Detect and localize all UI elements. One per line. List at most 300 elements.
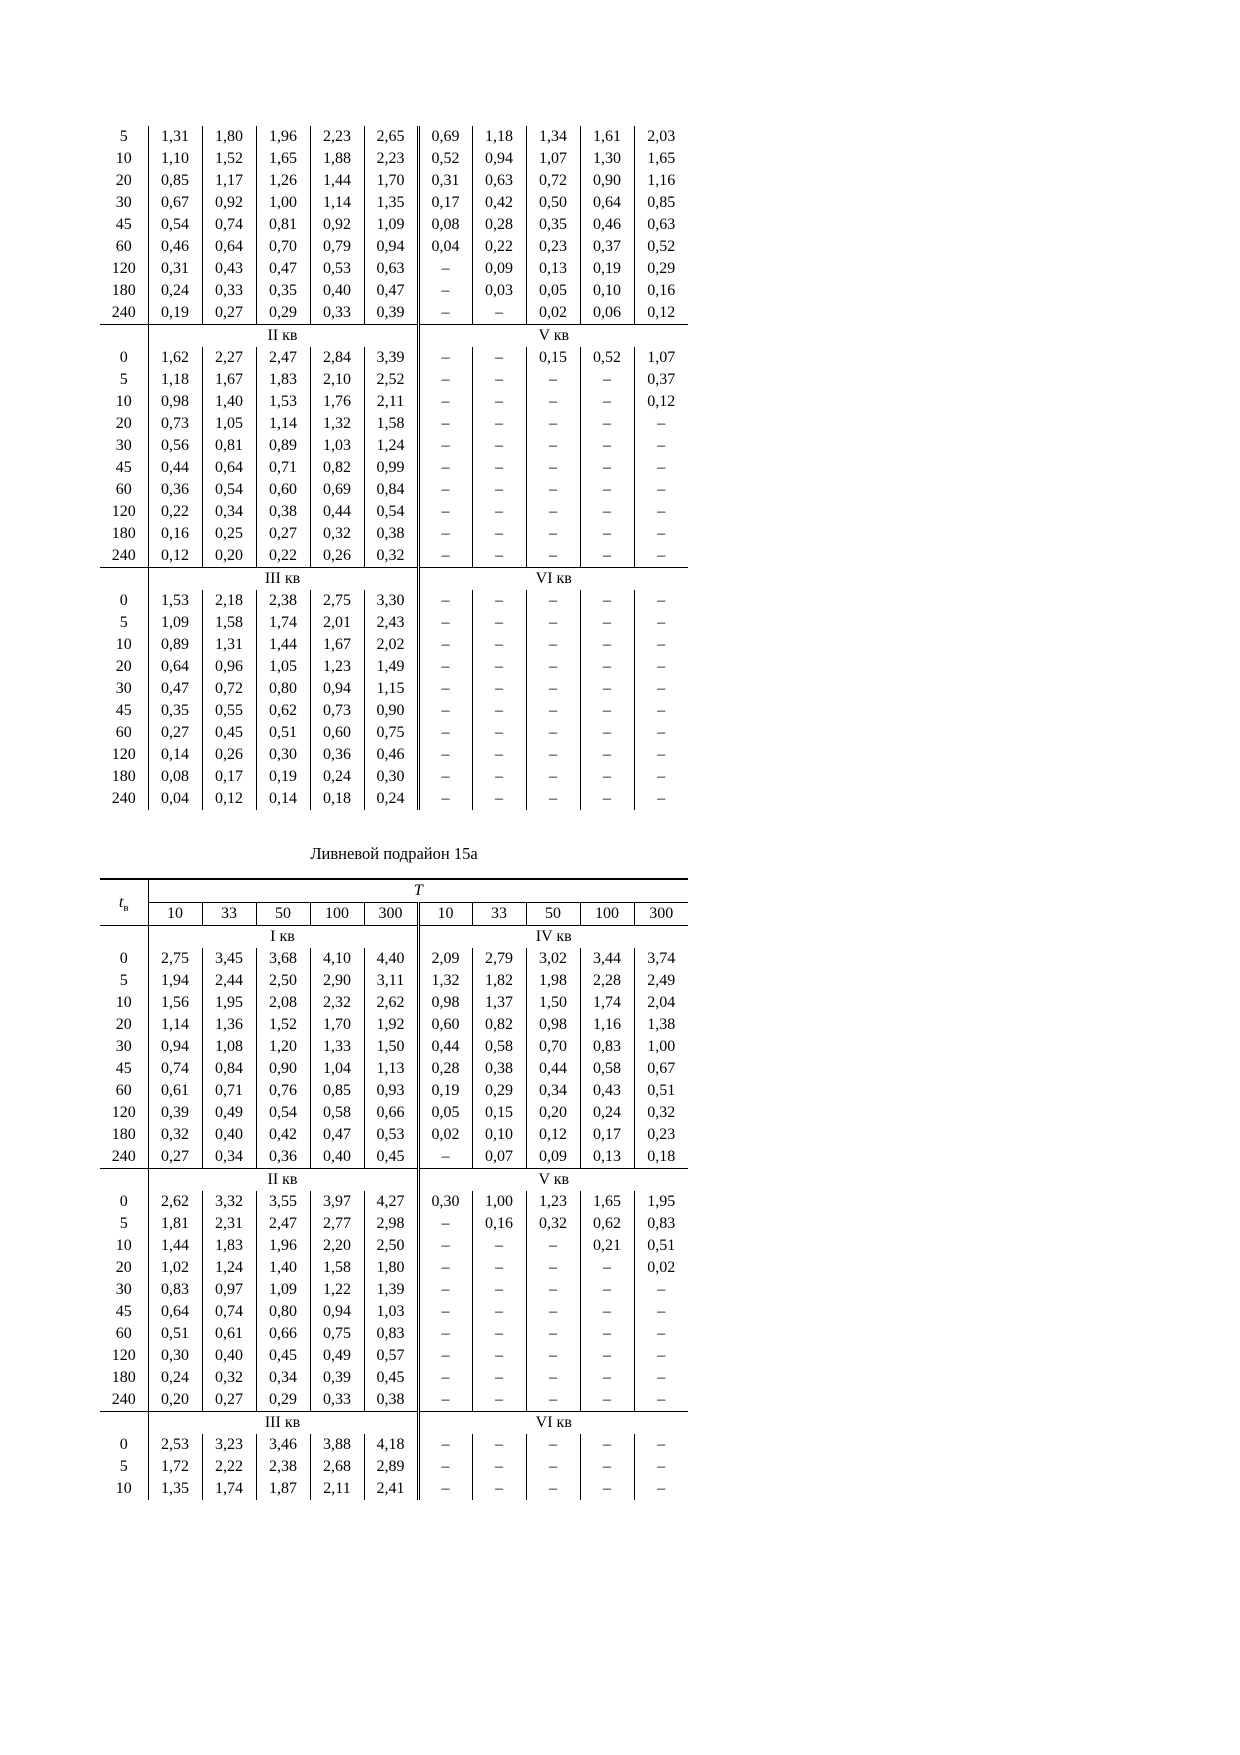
value-cell: 1,16 (580, 1014, 634, 1036)
value-cell: 0,27 (256, 523, 310, 545)
section-header-spacer (100, 926, 148, 949)
value-cell: 0,18 (310, 788, 364, 810)
value-cell: 0,06 (580, 302, 634, 325)
value-cell: 0,19 (418, 1080, 472, 1102)
value-cell: 0,30 (418, 1191, 472, 1213)
value-cell: 1,14 (256, 413, 310, 435)
value-cell: 0,20 (202, 545, 256, 568)
value-cell: – (580, 590, 634, 612)
duration-cell: 60 (100, 479, 148, 501)
value-cell: 1,81 (148, 1213, 202, 1235)
table-row (100, 302, 688, 325)
value-cell: 0,72 (526, 170, 580, 192)
table-row (100, 148, 688, 170)
value-cell: 1,44 (148, 1235, 202, 1257)
value-cell: 4,40 (364, 948, 418, 970)
value-cell: 0,90 (364, 700, 418, 722)
value-cell: – (472, 347, 526, 369)
value-cell: 1,10 (148, 148, 202, 170)
value-cell: – (418, 744, 472, 766)
value-cell: – (418, 1456, 472, 1478)
duration-cell: 5 (100, 126, 148, 148)
value-cell: 0,30 (256, 744, 310, 766)
value-cell: 0,02 (526, 302, 580, 325)
section-label-right: VI кв (418, 1412, 688, 1435)
value-cell: – (580, 1279, 634, 1301)
value-cell: – (580, 744, 634, 766)
return-period-header: 33 (202, 903, 256, 926)
value-cell: – (418, 1235, 472, 1257)
value-cell: 3,44 (580, 948, 634, 970)
value-cell: 0,32 (202, 1367, 256, 1389)
value-cell: – (526, 1456, 580, 1478)
duration-cell: 10 (100, 1478, 148, 1500)
value-cell: 1,07 (526, 148, 580, 170)
value-cell: 1,30 (580, 148, 634, 170)
value-cell: – (418, 1257, 472, 1279)
value-cell: – (526, 1434, 580, 1456)
value-cell: 0,96 (202, 656, 256, 678)
return-period-header: 300 (649, 905, 674, 922)
value-cell: 1,09 (256, 1279, 310, 1301)
value-cell: 0,37 (580, 236, 634, 258)
value-cell: 1,74 (256, 612, 310, 634)
value-cell: – (526, 700, 580, 722)
value-cell: – (472, 722, 526, 744)
value-cell: 0,63 (647, 216, 676, 233)
value-cell: – (472, 413, 526, 435)
return-period-header: 300 (364, 903, 418, 926)
value-cell: 0,93 (364, 1080, 418, 1102)
value-cell: 0,03 (472, 280, 526, 302)
value-cell: 0,60 (256, 479, 310, 501)
value-cell: – (526, 1389, 580, 1412)
value-cell: 0,75 (364, 722, 418, 744)
table-row (100, 1213, 688, 1235)
value-cell: 1,98 (526, 970, 580, 992)
value-cell: 1,13 (364, 1058, 418, 1080)
value-cell: 2,01 (310, 612, 364, 634)
value-cell: 0,84 (364, 479, 418, 501)
col-header-tv (100, 879, 148, 926)
page-content (100, 126, 692, 1500)
value-cell: 0,17 (580, 1124, 634, 1146)
value-cell: 0,29 (472, 1080, 526, 1102)
value-cell: – (580, 766, 634, 788)
value-cell: 1,83 (256, 369, 310, 391)
value-cell: 2,62 (364, 992, 418, 1014)
value-cell: 0,81 (202, 435, 256, 457)
value-cell: – (472, 1279, 526, 1301)
value-cell: – (526, 1367, 580, 1389)
value-cell: – (526, 545, 580, 568)
value-cell: 0,71 (202, 1080, 256, 1102)
value-cell: 1,74 (580, 992, 634, 1014)
value-cell: 0,29 (647, 260, 676, 277)
value-cell: 3,88 (310, 1434, 364, 1456)
value-cell: 1,23 (310, 656, 364, 678)
value-cell: – (580, 722, 634, 744)
duration-cell: 0 (100, 1434, 148, 1456)
return-period-header: 10 (148, 903, 202, 926)
value-cell: – (657, 481, 666, 498)
value-cell: 1,67 (202, 369, 256, 391)
value-cell: 1,40 (256, 1257, 310, 1279)
value-cell: 1,05 (202, 413, 256, 435)
header-row-periods (100, 903, 688, 926)
value-cell: 0,57 (364, 1345, 418, 1367)
value-cell: 3,55 (256, 1191, 310, 1213)
value-cell: 1,87 (256, 1478, 310, 1500)
value-cell: 0,29 (256, 1389, 310, 1412)
value-cell: 0,10 (580, 280, 634, 302)
value-cell: – (418, 1213, 472, 1235)
runoff-table-15a (100, 878, 688, 1500)
value-cell: – (472, 369, 526, 391)
duration-cell: 20 (100, 170, 148, 192)
value-cell: – (418, 369, 472, 391)
duration-cell: 60 (100, 1080, 148, 1102)
value-cell: 1,02 (148, 1257, 202, 1279)
value-cell: 0,35 (256, 280, 310, 302)
value-cell: 0,13 (580, 1146, 634, 1169)
value-cell: 0,45 (364, 1146, 418, 1169)
value-cell: 2,84 (310, 347, 364, 369)
value-cell: 1,44 (310, 170, 364, 192)
table-row (100, 1389, 688, 1412)
value-cell: 0,07 (472, 1146, 526, 1169)
value-cell: 1,05 (256, 656, 310, 678)
value-cell: 0,27 (148, 1146, 202, 1169)
value-cell: 2,65 (364, 126, 418, 148)
value-cell: 0,38 (256, 501, 310, 523)
value-cell: 1,26 (256, 170, 310, 192)
value-cell: 0,52 (418, 148, 472, 170)
value-cell: – (657, 459, 666, 476)
value-cell: 0,40 (310, 280, 364, 302)
table-row (100, 347, 688, 369)
value-cell: – (657, 680, 666, 697)
table-row (100, 479, 688, 501)
value-cell: – (526, 788, 580, 810)
value-cell: 1,92 (364, 1014, 418, 1036)
value-cell: 3,46 (256, 1434, 310, 1456)
value-cell: 0,47 (364, 280, 418, 302)
value-cell: – (526, 1301, 580, 1323)
value-cell: – (472, 457, 526, 479)
value-cell: – (580, 612, 634, 634)
value-cell: 2,20 (310, 1235, 364, 1257)
duration-cell: 10 (100, 992, 148, 1014)
value-cell: 0,26 (310, 545, 364, 568)
value-cell: 0,64 (202, 457, 256, 479)
value-cell: – (472, 523, 526, 545)
table-row (100, 590, 688, 612)
value-cell: – (580, 413, 634, 435)
value-cell: – (657, 592, 666, 609)
value-cell: – (657, 1303, 666, 1320)
value-cell: 0,08 (148, 766, 202, 788)
value-cell: – (526, 413, 580, 435)
value-cell: 0,92 (310, 214, 364, 236)
value-cell: – (526, 369, 580, 391)
value-cell: – (657, 636, 666, 653)
section-header-row (100, 1412, 688, 1435)
value-cell: 1,16 (647, 172, 676, 189)
value-cell: 1,32 (310, 413, 364, 435)
value-cell: 0,52 (647, 238, 676, 255)
value-cell: 0,62 (256, 700, 310, 722)
value-cell: 0,55 (202, 700, 256, 722)
duration-cell: 180 (100, 1367, 148, 1389)
value-cell: 1,58 (364, 413, 418, 435)
value-cell: – (657, 503, 666, 520)
value-cell: 0,85 (148, 170, 202, 192)
value-cell: 0,43 (202, 258, 256, 280)
value-cell: 1,95 (647, 1193, 676, 1210)
value-cell: 1,67 (310, 634, 364, 656)
value-cell: – (472, 479, 526, 501)
value-cell: 2,27 (202, 347, 256, 369)
value-cell: 0,64 (580, 192, 634, 214)
value-cell: – (657, 724, 666, 741)
value-cell: 0,04 (148, 788, 202, 810)
table-row (100, 413, 688, 435)
value-cell: 2,23 (364, 148, 418, 170)
value-cell: 0,51 (647, 1082, 676, 1099)
header-row-T (100, 879, 688, 903)
value-cell: 1,24 (202, 1257, 256, 1279)
value-cell: – (472, 744, 526, 766)
value-cell: 2,77 (310, 1213, 364, 1235)
value-cell: – (526, 722, 580, 744)
table-row (100, 1146, 688, 1169)
value-cell: 0,38 (364, 523, 418, 545)
value-cell: – (580, 479, 634, 501)
value-cell: – (418, 347, 472, 369)
value-cell: 0,12 (526, 1124, 580, 1146)
value-cell: 1,38 (647, 1016, 676, 1033)
value-cell: 0,08 (418, 214, 472, 236)
value-cell: 0,54 (256, 1102, 310, 1124)
table-row (100, 1301, 688, 1323)
value-cell: 0,51 (256, 722, 310, 744)
duration-cell: 120 (100, 744, 148, 766)
value-cell: – (526, 1235, 580, 1257)
table-row (100, 700, 688, 722)
value-cell: – (526, 766, 580, 788)
value-cell: – (418, 1279, 472, 1301)
value-cell: – (418, 590, 472, 612)
table-title: Ливневой подрайон 15а (310, 844, 478, 863)
value-cell: 0,49 (202, 1102, 256, 1124)
value-cell: – (418, 1323, 472, 1345)
value-cell: 3,11 (364, 970, 418, 992)
section-label-right: VI кв (418, 568, 688, 591)
duration-cell: 240 (100, 545, 148, 568)
table-row (100, 1058, 688, 1080)
value-cell: 0,44 (418, 1036, 472, 1058)
value-cell: 1,22 (310, 1279, 364, 1301)
value-cell: – (472, 590, 526, 612)
value-cell: – (526, 501, 580, 523)
duration-cell: 45 (100, 457, 148, 479)
value-cell: 0,49 (310, 1345, 364, 1367)
value-cell: 2,75 (148, 948, 202, 970)
value-cell: 3,74 (647, 950, 676, 967)
runoff-table-continuation (100, 126, 688, 810)
value-cell: 0,51 (148, 1323, 202, 1345)
value-cell: 0,58 (580, 1058, 634, 1080)
value-cell: 0,22 (148, 501, 202, 523)
value-cell: – (580, 1456, 634, 1478)
value-cell: 0,56 (148, 435, 202, 457)
value-cell: 1,24 (364, 435, 418, 457)
value-cell: 0,53 (364, 1124, 418, 1146)
value-cell: – (526, 612, 580, 634)
value-cell: – (657, 768, 666, 785)
value-cell: 0,76 (256, 1080, 310, 1102)
value-cell: 1,04 (310, 1058, 364, 1080)
value-cell: 2,09 (418, 948, 472, 970)
value-cell: – (526, 744, 580, 766)
duration-cell: 240 (100, 1389, 148, 1412)
section-label-right: V кв (418, 1169, 688, 1192)
value-cell: 0,61 (202, 1323, 256, 1345)
value-cell: 0,33 (310, 1389, 364, 1412)
value-cell: – (418, 413, 472, 435)
value-cell: 2,52 (364, 369, 418, 391)
value-cell: – (580, 1367, 634, 1389)
value-cell: 0,29 (256, 302, 310, 325)
value-cell: – (526, 457, 580, 479)
value-cell: – (418, 435, 472, 457)
value-cell: – (526, 391, 580, 413)
value-cell: 0,27 (202, 1389, 256, 1412)
value-cell: 1,09 (364, 214, 418, 236)
value-cell: – (526, 1279, 580, 1301)
duration-cell: 45 (100, 1301, 148, 1323)
value-cell: 2,22 (202, 1456, 256, 1478)
value-cell: 1,88 (310, 148, 364, 170)
value-cell: 1,44 (256, 634, 310, 656)
value-cell: 1,52 (202, 148, 256, 170)
value-cell: 0,53 (310, 258, 364, 280)
value-cell: 1,65 (256, 148, 310, 170)
value-cell: 1,80 (202, 126, 256, 148)
value-cell: 0,32 (526, 1213, 580, 1235)
value-cell: – (472, 1345, 526, 1367)
value-cell: 0,34 (202, 1146, 256, 1169)
duration-cell: 20 (100, 1014, 148, 1036)
value-cell: 0,34 (526, 1080, 580, 1102)
section-header-row (100, 568, 688, 591)
value-cell: 0,16 (647, 282, 676, 299)
value-cell: – (580, 501, 634, 523)
value-cell: 3,02 (526, 948, 580, 970)
value-cell: 0,16 (148, 523, 202, 545)
value-cell: 1,00 (647, 1038, 676, 1055)
value-cell: 0,94 (310, 678, 364, 700)
value-cell: – (526, 1323, 580, 1345)
table-row (100, 612, 688, 634)
duration-cell: 5 (100, 1213, 148, 1235)
value-cell: 0,67 (148, 192, 202, 214)
value-cell: 0,27 (148, 722, 202, 744)
value-cell: 0,80 (256, 1301, 310, 1323)
value-cell: 0,19 (256, 766, 310, 788)
table-row (100, 1478, 688, 1500)
return-period-header: 50 (526, 903, 580, 926)
value-cell: 0,33 (310, 302, 364, 325)
value-cell: 1,31 (148, 126, 202, 148)
value-cell: 0,26 (202, 744, 256, 766)
value-cell: – (526, 634, 580, 656)
value-cell: 0,92 (202, 192, 256, 214)
value-cell: – (657, 1458, 666, 1475)
table-row (100, 992, 688, 1014)
value-cell: 1,53 (256, 391, 310, 413)
value-cell: – (657, 1436, 666, 1453)
value-cell: 1,72 (148, 1456, 202, 1478)
value-cell: 0,22 (256, 545, 310, 568)
value-cell: – (418, 1367, 472, 1389)
value-cell: 1,36 (202, 1014, 256, 1036)
value-cell: – (418, 722, 472, 744)
table-row (100, 1434, 688, 1456)
value-cell: 0,69 (310, 479, 364, 501)
value-cell: – (472, 612, 526, 634)
value-cell: 0,46 (580, 214, 634, 236)
value-cell: 0,66 (256, 1323, 310, 1345)
value-cell: – (418, 457, 472, 479)
value-cell: 2,03 (647, 128, 676, 145)
value-cell: 2,41 (364, 1478, 418, 1500)
value-cell: 0,23 (647, 1126, 676, 1143)
value-cell: 1,65 (580, 1191, 634, 1213)
value-cell: 0,31 (148, 258, 202, 280)
value-cell: 2,10 (310, 369, 364, 391)
value-cell: 2,23 (310, 126, 364, 148)
value-cell: 3,45 (202, 948, 256, 970)
value-cell: – (580, 457, 634, 479)
value-cell: 0,61 (148, 1080, 202, 1102)
value-cell: 0,98 (148, 391, 202, 413)
value-cell: 1,00 (472, 1191, 526, 1213)
value-cell: – (472, 501, 526, 523)
value-cell: 0,24 (310, 766, 364, 788)
value-cell: 1,80 (364, 1257, 418, 1279)
value-cell: – (472, 1434, 526, 1456)
value-cell: 0,94 (472, 148, 526, 170)
section-header-spacer (100, 568, 148, 591)
value-cell: 1,08 (202, 1036, 256, 1058)
value-cell: 1,00 (256, 192, 310, 214)
value-cell: – (418, 788, 472, 810)
value-cell: – (657, 525, 666, 542)
value-cell: 0,36 (256, 1146, 310, 1169)
value-cell: 0,20 (148, 1389, 202, 1412)
value-cell: 1,14 (310, 192, 364, 214)
duration-cell: 30 (100, 1279, 148, 1301)
value-cell: 0,32 (647, 1104, 676, 1121)
table-row (100, 634, 688, 656)
table-row (100, 501, 688, 523)
section-label-left: I кв (148, 926, 418, 949)
value-cell: 0,09 (472, 258, 526, 280)
duration-cell: 180 (100, 280, 148, 302)
value-cell: 0,80 (256, 678, 310, 700)
